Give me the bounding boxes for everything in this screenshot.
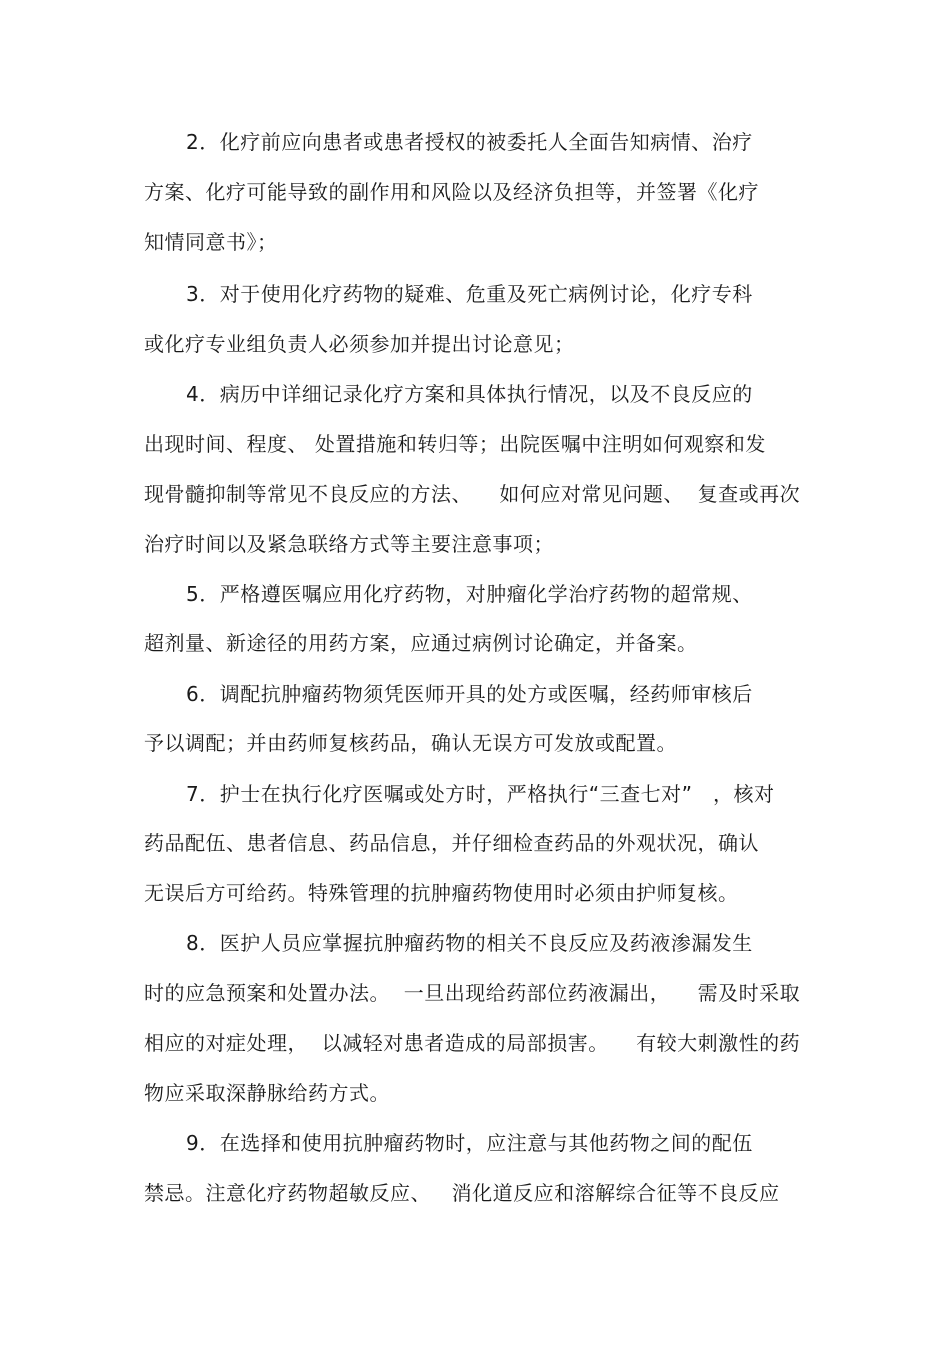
- item-7-line-3: 无误后方可给药。特殊管理的抗肿瘤药物使用时必须由护师复核。: [144, 881, 739, 905]
- item-3-line-1: 3．对于使用化疗药物的疑难、危重及死亡病例讨论，化疗专科: [186, 282, 753, 306]
- item-8-line-4: 物应采取深静脉给药方式。: [144, 1081, 390, 1105]
- item-7-line-2: 药品配伍、患者信息、药品信息，并仔细检查药品的外观状况，确认: [144, 831, 759, 855]
- item-6-line-2: 予以调配；并由药师复核药品，确认无误方可发放或配置。: [144, 731, 677, 755]
- item-8-line-2: 时的应急预案和处置办法。 一旦出现给药部位药液漏出， 需及时采取: [144, 981, 801, 1005]
- item-4-line-3: 现骨髓抑制等常见不良反应的方法、 如何应对常见问题、 复查或再次: [144, 482, 801, 506]
- item-8-line-1: 8．医护人员应掌握抗肿瘤药物的相关不良反应及药液渗漏发生: [186, 931, 753, 955]
- item-4-line-2: 出现时间、程度、 处置措施和转归等；出院医嘱中注明如何观察和发: [144, 432, 766, 456]
- item-3-line-2: 或化疗专业组负责人必须参加并提出讨论意见；: [144, 332, 575, 356]
- item-5-line-2: 超剂量、新途径的用药方案，应通过病例讨论确定，并备案。: [144, 631, 698, 655]
- item-5-line-1: 5．严格遵医嘱应用化疗药物，对肿瘤化学治疗药物的超常规、: [186, 582, 753, 606]
- item-4-line-4: 治疗时间以及紧急联络方式等主要注意事项；: [144, 532, 554, 556]
- item-8-line-3: 相应的对症处理， 以减轻对患者造成的局部损害。 有较大刺激性的药: [144, 1031, 801, 1055]
- item-2-line-1: 2．化疗前应向患者或患者授权的被委托人全面告知病情、治疗: [186, 130, 753, 154]
- item-9-line-2: 禁忌。注意化疗药物超敏反应、 消化道反应和溶解综合征等不良反应: [144, 1181, 780, 1205]
- item-9-line-1: 9．在选择和使用抗肿瘤药物时，应注意与其他药物之间的配伍: [186, 1131, 753, 1155]
- item-4-line-1: 4．病历中详细记录化疗方案和具体执行情况，以及不良反应的: [186, 382, 753, 406]
- item-6-line-1: 6．调配抗肿瘤药物须凭医师开具的处方或医嘱，经药师审核后: [186, 682, 753, 706]
- item-2-line-3: 知情同意书》；: [144, 230, 278, 254]
- item-2-line-2: 方案、化疗可能导致的副作用和风险以及经济负担等，并签署《化疗: [144, 180, 759, 204]
- item-7-line-1: 7．护士在执行化疗医嘱或处方时，严格执行“三查七对” ，核对: [186, 782, 775, 806]
